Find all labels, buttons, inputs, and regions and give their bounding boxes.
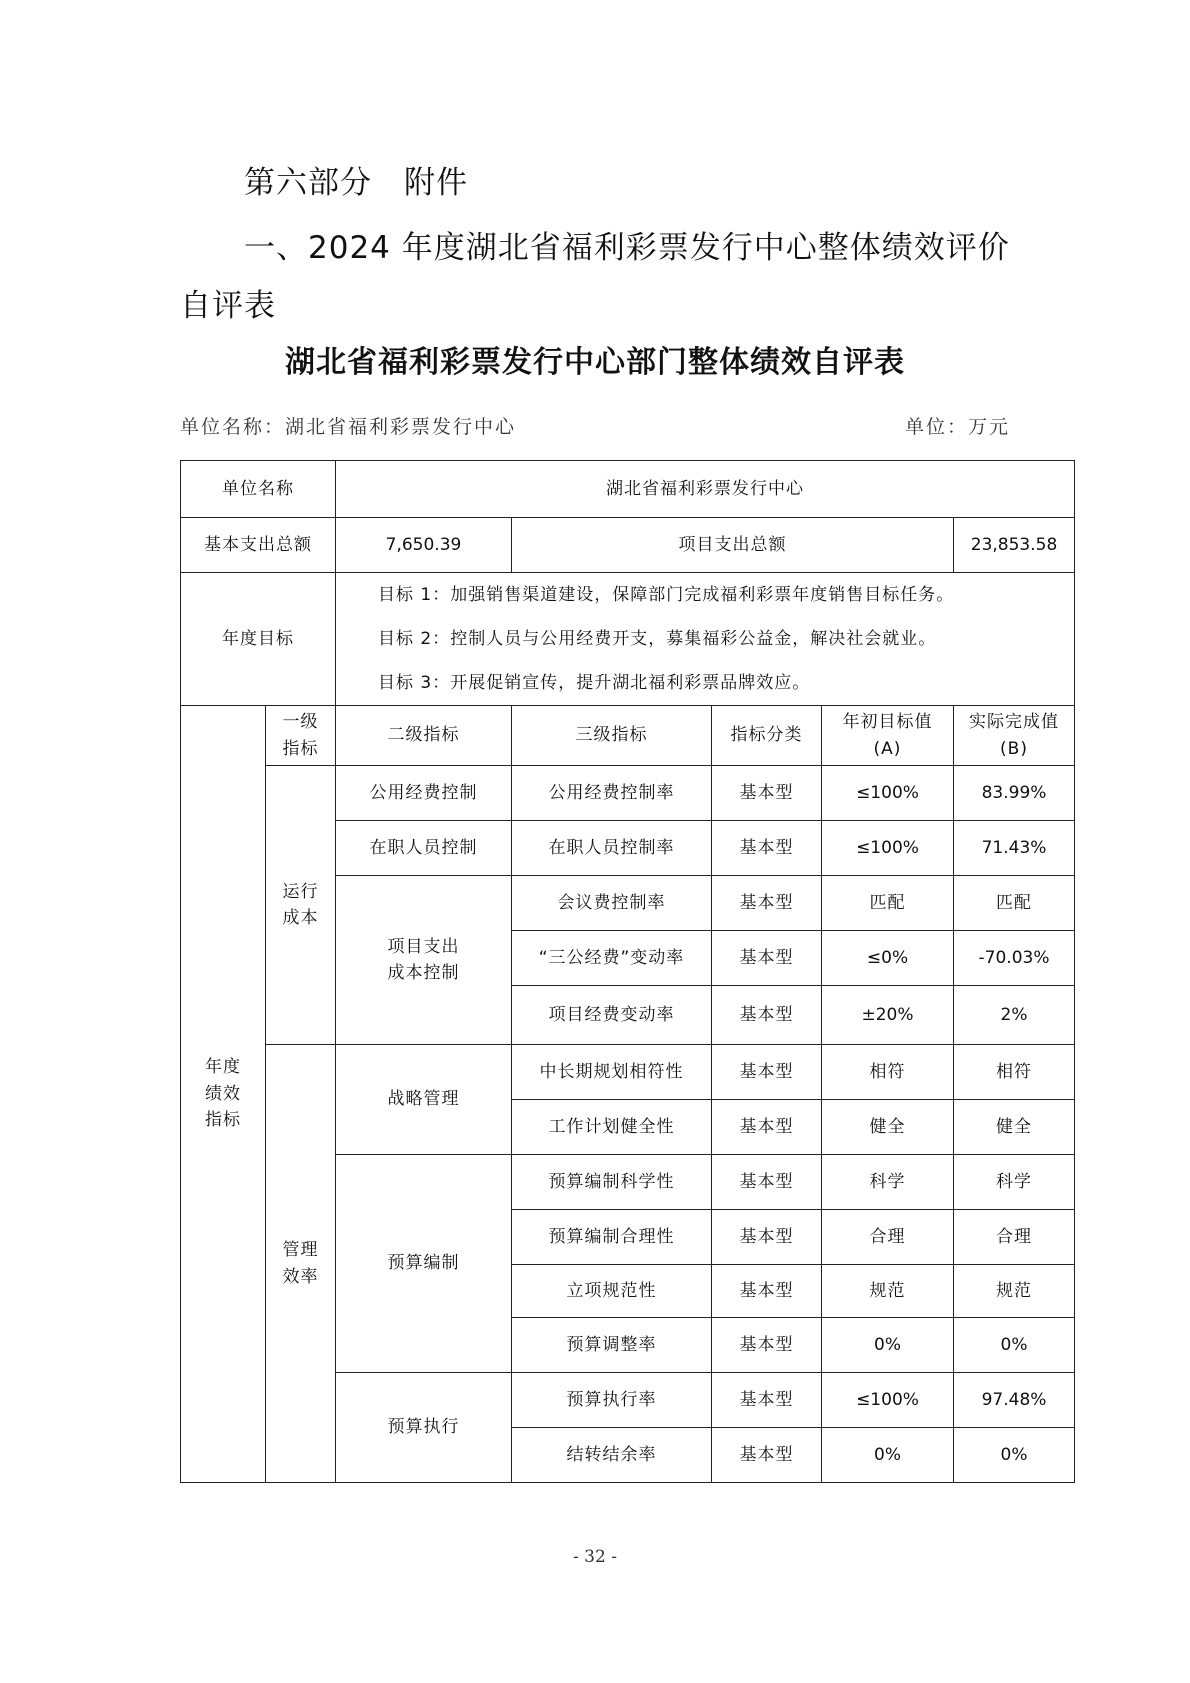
category-cell: 基本型 bbox=[712, 1045, 822, 1100]
self-evaluation-table bbox=[180, 460, 1075, 1483]
category-cell: 基本型 bbox=[712, 766, 822, 821]
target-cell: 科学 bbox=[822, 1155, 954, 1210]
goal-item: 目标 1：加强销售渠道建设，保障部门完成福利彩票年度销售目标任务。 bbox=[378, 585, 955, 605]
target-cell: 合理 bbox=[822, 1210, 954, 1265]
level2-staff-control: 在职人员控制 bbox=[336, 821, 512, 876]
header-line: 一级 bbox=[282, 712, 319, 733]
level2-project-cost bbox=[336, 876, 512, 1045]
header-line: (B) bbox=[1000, 738, 1028, 759]
unit-name-header: 单位名称 bbox=[181, 461, 336, 518]
col-level3-header: 三级指标 bbox=[512, 706, 712, 766]
group-line: 管理 bbox=[282, 1240, 319, 1261]
group-line: 成本 bbox=[282, 908, 319, 928]
part-title: 第六部分 附件 bbox=[244, 165, 468, 201]
basic-expense-value: 7,650.39 bbox=[336, 518, 512, 573]
target-cell: ≤0% bbox=[822, 931, 954, 986]
annual-goal-list bbox=[336, 573, 1075, 706]
table-title: 湖北省福利彩票发行中心部门整体绩效自评表 bbox=[285, 345, 905, 380]
level2-budget-prep: 预算编制 bbox=[336, 1155, 512, 1373]
target-cell: 健全 bbox=[822, 1100, 954, 1155]
level2-budget-exec: 预算执行 bbox=[336, 1373, 512, 1483]
level3-cell: 会议费控制率 bbox=[512, 876, 712, 931]
actual-cell: 2% bbox=[954, 986, 1075, 1045]
section-label-line: 年度 bbox=[205, 1057, 241, 1078]
table-row bbox=[181, 766, 1075, 821]
col-level2-header: 二级指标 bbox=[336, 706, 512, 766]
category-cell: 基本型 bbox=[712, 1155, 822, 1210]
annual-goal-row bbox=[181, 573, 1075, 706]
section-label-line: 绩效 bbox=[205, 1083, 241, 1104]
level3-cell: 预算执行率 bbox=[512, 1373, 712, 1428]
actual-cell: 合理 bbox=[954, 1210, 1075, 1265]
target-cell: ±20% bbox=[822, 986, 954, 1045]
unit-name-value: 湖北省福利彩票发行中心 bbox=[336, 461, 1075, 518]
expense-row bbox=[181, 518, 1075, 573]
annual-goal-header: 年度目标 bbox=[181, 573, 336, 706]
header-line: 年初目标值 bbox=[842, 712, 933, 733]
group-operating-cost bbox=[266, 766, 336, 1045]
col-target-header bbox=[822, 706, 954, 766]
level2-line: 成本控制 bbox=[387, 963, 460, 983]
page-number: - 32 - bbox=[573, 1547, 617, 1567]
basic-expense-header: 基本支出总额 bbox=[181, 518, 336, 573]
section-label-line: 指标 bbox=[205, 1110, 241, 1131]
actual-cell: 科学 bbox=[954, 1155, 1075, 1210]
actual-cell: 97.48% bbox=[954, 1373, 1075, 1428]
group-line: 效率 bbox=[282, 1266, 319, 1287]
category-cell: 基本型 bbox=[712, 1265, 822, 1318]
category-cell: 基本型 bbox=[712, 1373, 822, 1428]
category-cell: 基本型 bbox=[712, 1428, 822, 1483]
level3-cell: 结转结余率 bbox=[512, 1428, 712, 1483]
unit-name-label: 单位名称：湖北省福利彩票发行中心 bbox=[180, 416, 517, 438]
actual-cell: 0% bbox=[954, 1428, 1075, 1483]
project-expense-value: 23,853.58 bbox=[954, 518, 1075, 573]
actual-cell: 71.43% bbox=[954, 821, 1075, 876]
level2-public-expense: 公用经费控制 bbox=[336, 766, 512, 821]
actual-cell: 健全 bbox=[954, 1100, 1075, 1155]
header-line: 指标 bbox=[282, 738, 319, 759]
col-category-header: 指标分类 bbox=[712, 706, 822, 766]
actual-cell: 相符 bbox=[954, 1045, 1075, 1100]
level3-cell: 预算编制科学性 bbox=[512, 1155, 712, 1210]
target-cell: 0% bbox=[822, 1428, 954, 1483]
group-management-efficiency bbox=[266, 1045, 336, 1483]
section-title-line1: 一、2024 年度湖北省福利彩票发行中心整体绩效评价 bbox=[244, 230, 1010, 266]
target-cell: ≤100% bbox=[822, 821, 954, 876]
goal-item: 目标 2：控制人员与公用经费开支，募集福彩公益金，解决社会就业。 bbox=[378, 629, 937, 649]
col-level1-header bbox=[266, 706, 336, 766]
level3-cell: 在职人员控制率 bbox=[512, 821, 712, 876]
header-line: (A) bbox=[873, 738, 902, 759]
unit-row bbox=[181, 461, 1075, 518]
category-cell: 基本型 bbox=[712, 1100, 822, 1155]
header-line: 实际完成值 bbox=[969, 712, 1060, 733]
target-cell: 0% bbox=[822, 1318, 954, 1373]
level2-strategy: 战略管理 bbox=[336, 1045, 512, 1155]
target-cell: 相符 bbox=[822, 1045, 954, 1100]
table-row bbox=[181, 1045, 1075, 1100]
actual-cell: -70.03% bbox=[954, 931, 1075, 986]
category-cell: 基本型 bbox=[712, 821, 822, 876]
category-cell: 基本型 bbox=[712, 1210, 822, 1265]
actual-cell: 83.99% bbox=[954, 766, 1075, 821]
level3-cell: 项目经费变动率 bbox=[512, 986, 712, 1045]
category-cell: 基本型 bbox=[712, 876, 822, 931]
level3-cell: 预算编制合理性 bbox=[512, 1210, 712, 1265]
group-line: 运行 bbox=[282, 881, 319, 902]
category-cell: 基本型 bbox=[712, 931, 822, 986]
level2-line: 项目支出 bbox=[387, 936, 460, 957]
target-cell: ≤100% bbox=[822, 766, 954, 821]
level3-cell: “三公经费”变动率 bbox=[512, 931, 712, 986]
target-cell: ≤100% bbox=[822, 1373, 954, 1428]
goal-item: 目标 3：开展促销宣传，提升湖北福利彩票品牌效应。 bbox=[378, 673, 811, 693]
indicator-section-label bbox=[181, 706, 266, 1483]
category-cell: 基本型 bbox=[712, 986, 822, 1045]
level3-cell: 工作计划健全性 bbox=[512, 1100, 712, 1155]
col-actual-header bbox=[954, 706, 1075, 766]
target-cell: 规范 bbox=[822, 1265, 954, 1318]
project-expense-header: 项目支出总额 bbox=[512, 518, 954, 573]
actual-cell: 规范 bbox=[954, 1265, 1075, 1318]
unit-money-label: 单位：万元 bbox=[904, 416, 1010, 438]
level3-cell: 预算调整率 bbox=[512, 1318, 712, 1373]
target-cell: 匹配 bbox=[822, 876, 954, 931]
level3-cell: 中长期规划相符性 bbox=[512, 1045, 712, 1100]
level3-cell: 立项规范性 bbox=[512, 1265, 712, 1318]
category-cell: 基本型 bbox=[712, 1318, 822, 1373]
actual-cell: 匹配 bbox=[954, 876, 1075, 931]
indicator-header-row bbox=[181, 706, 1075, 766]
section-title-line2: 自评表 bbox=[180, 288, 276, 324]
actual-cell: 0% bbox=[954, 1318, 1075, 1373]
level3-cell: 公用经费控制率 bbox=[512, 766, 712, 821]
